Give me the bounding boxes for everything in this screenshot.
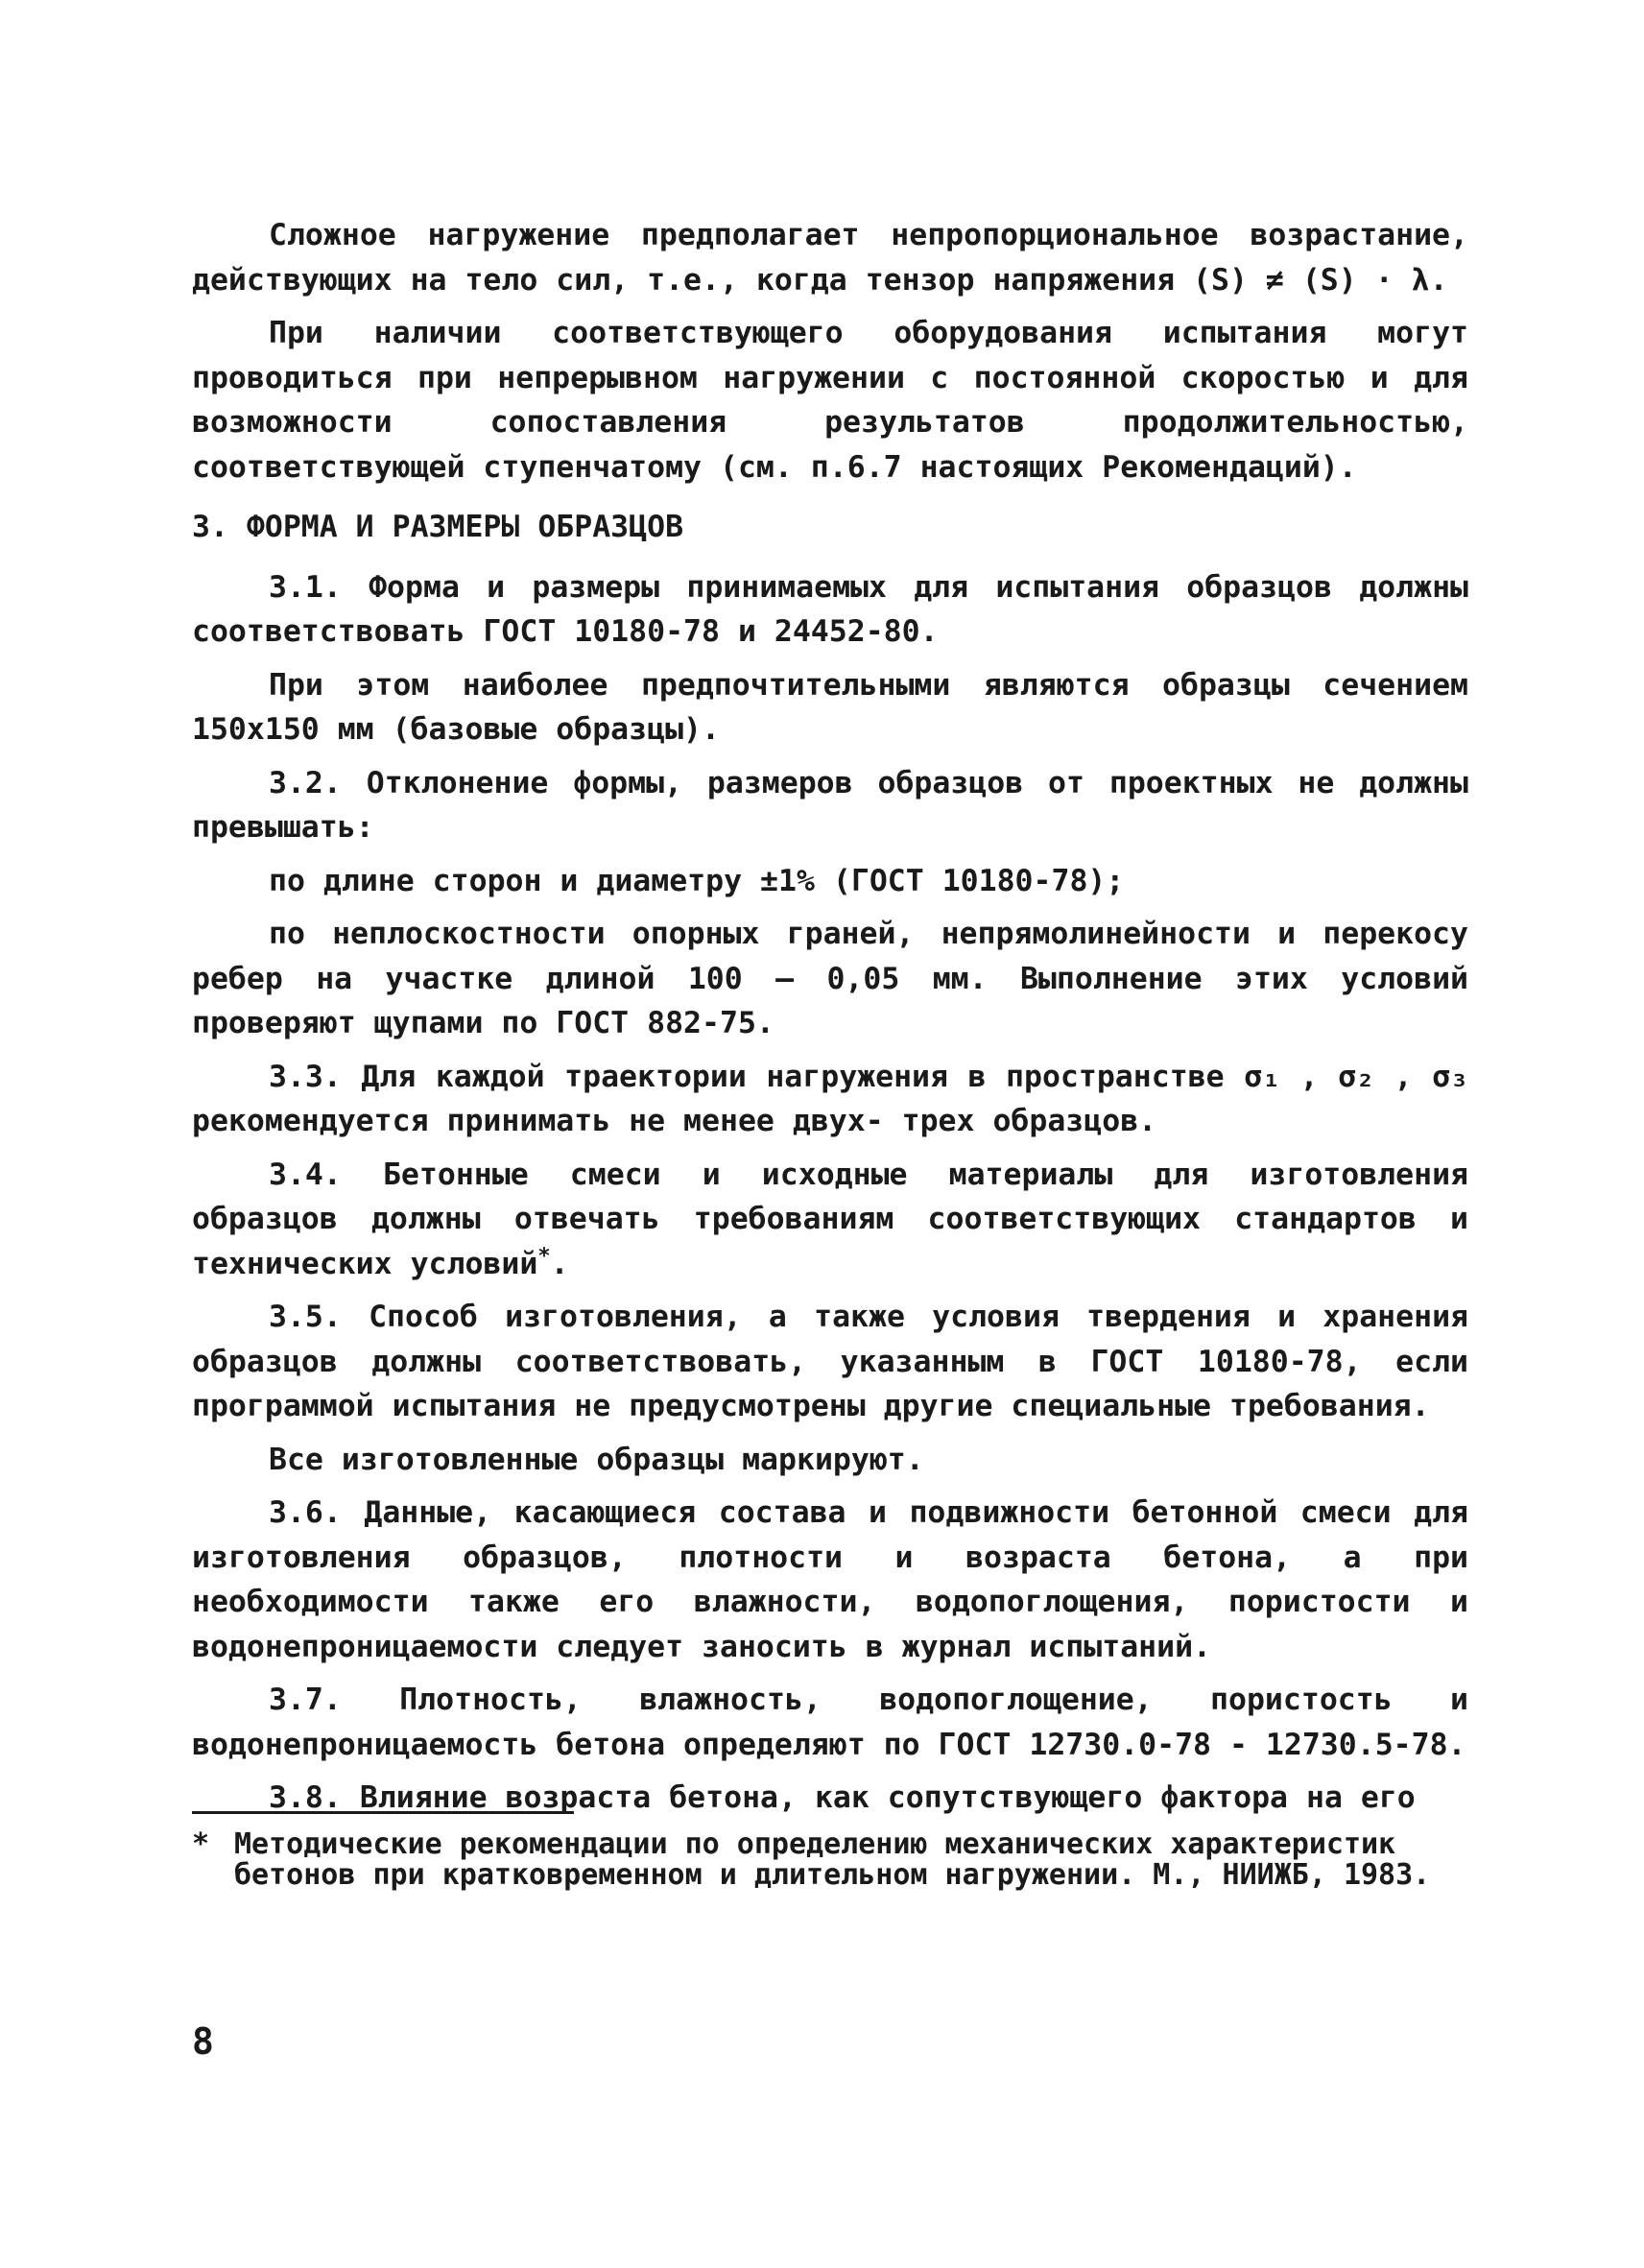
footnote-mark: * xyxy=(192,1827,210,1861)
clause-3-7: 3.7. Плотность, влажность, водопоглощение, пористость и водонепроницаемость бетона определяют по ГОСТ 12730.0-78 - 12730.5-78. xyxy=(192,1683,1468,1762)
clause-3-4-text: 3.4. Бетонные смеси и исходные материалы для изготовления образцов должны отвечать требованиям соответствующих стандартов и технических условий xyxy=(192,1157,1468,1281)
section-heading: 3. ФОРМА И РАЗМЕРЫ ОБРАЗЦОВ xyxy=(192,510,684,544)
clause-3-3: 3.3. Для каждой траектории нагружения в пространстве σ₁ , σ₂ , σ₃ рекомендуется принимать не менее двух- трех образцов. xyxy=(192,1059,1468,1138)
clause-3-5-marking: Все изготовленные образцы маркируют. xyxy=(269,1442,924,1477)
clause-3-2: 3.2. Отклонение формы, размеров образцов от проектных не должны превышать: xyxy=(192,765,1468,845)
clause-3-6: 3.6. Данные, касающиеся состава и подвижности бетонной смеси для изготовления образцов, плотности и возраста бетона, а при необходимости также его влажности, водопоглощения, пористости и водонепроницаемости следует заносить в журнал испытаний. xyxy=(192,1495,1468,1664)
clause-3-2-flatness: по неплоскостности опорных граней, непрямолинейности и перекосу ребер на участке длиной 100 — 0,05 мм. Выполнение этих условий проверяют щупами по ГОСТ 882-75. xyxy=(192,917,1468,1040)
footnote-divider xyxy=(192,1811,574,1814)
footnote xyxy=(192,1829,1468,1891)
clause-3-4 xyxy=(192,1153,1468,1287)
page-number: 8 xyxy=(192,2020,214,2063)
clause-3-1-preferred: При этом наиболее предпочтительными являются образцы сечением 150x150 мм (базовые образцы). xyxy=(192,667,1468,747)
clause-3-2-length: по длине сторон и диаметру ±1% (ГОСТ 10180-78); xyxy=(269,863,1125,898)
paragraph-complex-loading: Сложное нагружение предполагает непропорциональное возрастание, действующих на тело сил, т.е., когда тензор напряжения (S) ≠ (S) · λ. xyxy=(192,218,1468,298)
clause-3-4-end: . xyxy=(550,1246,569,1281)
clause-3-5: 3.5. Способ изготовления, а также условия твердения и хранения образцов должны соответствовать, указанным в ГОСТ 10180-78, если программой испытания не предусмотрены другие специальные требования. xyxy=(192,1300,1468,1423)
body-text xyxy=(192,213,1468,1821)
clause-3-8: 3.8. Влияние возраста бетона, как сопутствующего фактора на его xyxy=(269,1780,1416,1815)
footnote-reference: * xyxy=(537,1244,551,1268)
clause-3-1: 3.1. Форма и размеры принимаемых для испытания образцов должны соответствовать ГОСТ 10180-78 и 24452-80. xyxy=(192,569,1468,649)
paragraph-continuous-loading: При наличии соответствующего оборудования испытания могут проводиться при непрерывном нагружении с постоянной скоростью и для возможности сопоставления результатов продолжительностью, соответствующей ступенчатому (см. п.6.7 настоящих Рекомендаций). xyxy=(192,316,1468,485)
footnote-text: Методические рекомендации по определению механических характеристик бетонов при кратковременном и длительном нагружении. М., НИИЖБ, 1983. xyxy=(234,1827,1431,1892)
